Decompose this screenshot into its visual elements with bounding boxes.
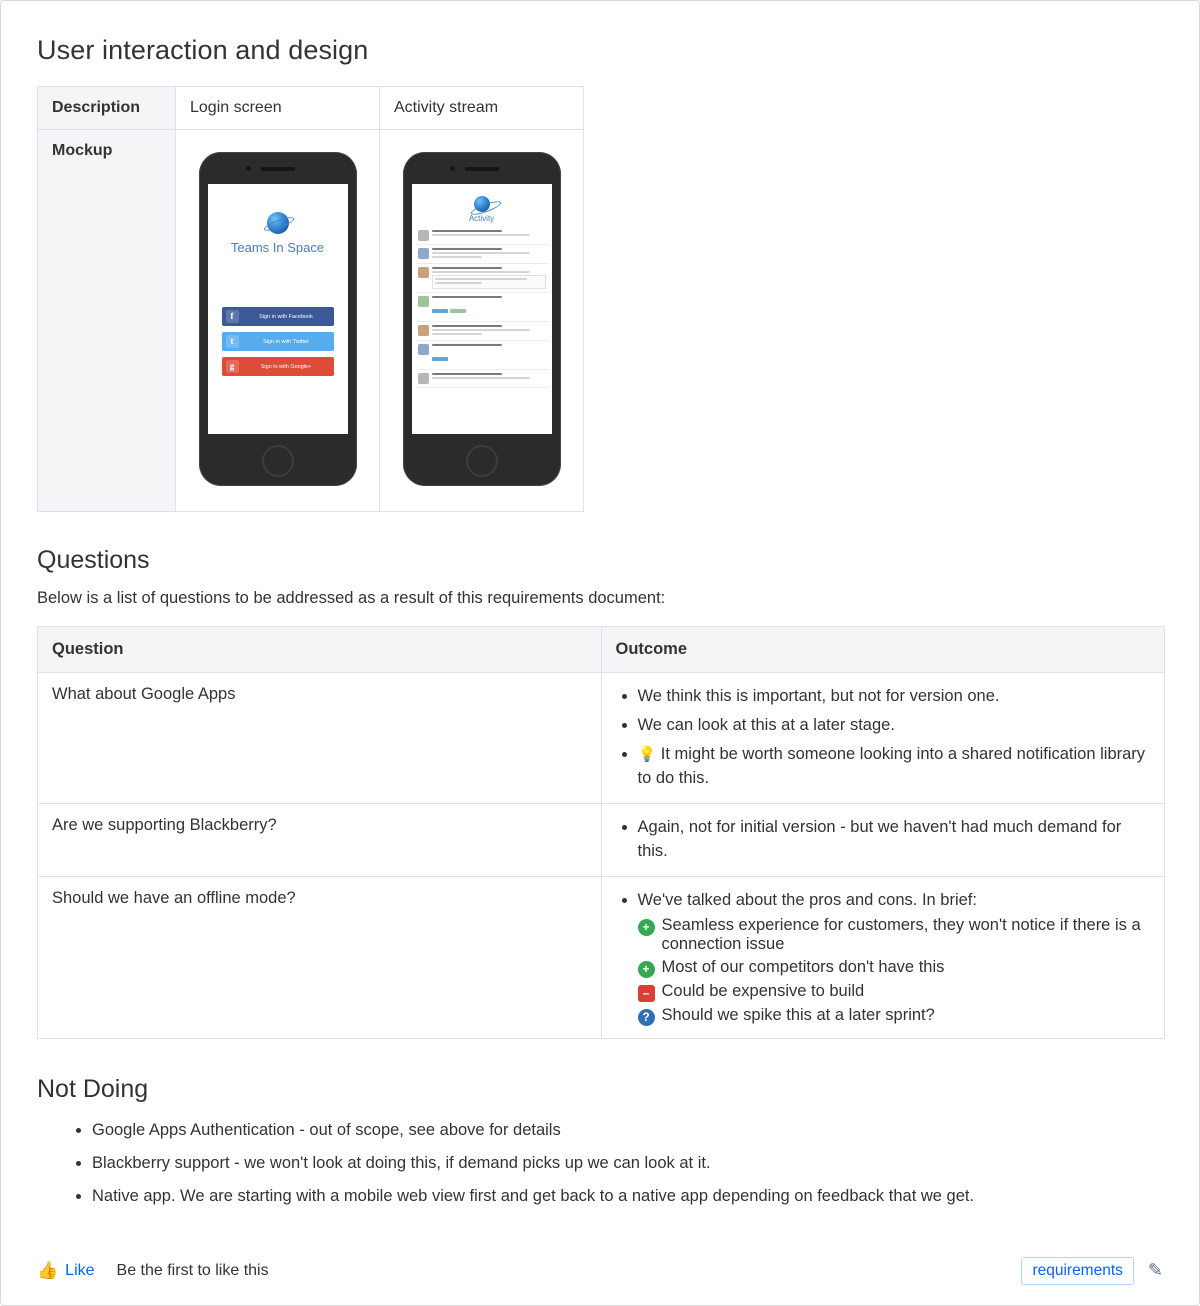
- plus-badge-icon: +: [638, 961, 655, 978]
- table-row: [38, 673, 1165, 804]
- not-doing-list: [37, 1118, 1163, 1208]
- list-item: [416, 245, 548, 264]
- list-item: [416, 293, 548, 322]
- column-header-login-screen: Login screen: [176, 87, 380, 130]
- avatar: [418, 248, 429, 259]
- table-header-row: [38, 627, 1165, 673]
- open-question-item: [638, 1006, 1151, 1026]
- list-item: [416, 322, 548, 341]
- pro-item: [638, 916, 1151, 954]
- questions-intro: Below is a list of questions to be addressed as a result of this requirements document:: [37, 589, 666, 607]
- teams-in-space-logo-icon: [267, 212, 289, 234]
- outcome-item: • We've talked about the pros and cons. In brief:: [638, 889, 1151, 913]
- column-header-outcome: Outcome: [601, 627, 1165, 673]
- facebook-icon: f: [226, 310, 239, 323]
- question-cell: Are we supporting Blackberry?: [38, 803, 602, 876]
- pencil-icon[interactable]: ✎: [1147, 1260, 1163, 1281]
- avatar: [418, 230, 429, 241]
- thumbs-up-icon: 👍: [37, 1260, 59, 1280]
- con-item: [638, 982, 1151, 1002]
- activity-feed-list: [412, 223, 552, 388]
- brand-name: Teams In Space: [230, 240, 325, 255]
- plus-badge-icon: +: [638, 919, 655, 936]
- phone-frame-activity: [403, 152, 561, 486]
- list-item: [416, 341, 548, 370]
- list-item: • Google Apps Authentication - out of scope, see above for details: [92, 1118, 1163, 1143]
- twitter-icon: t: [226, 335, 239, 348]
- twitter-signin-label: Sign in with Twitter: [263, 338, 309, 345]
- question-cell: Should we have an offline mode?: [38, 876, 602, 1039]
- not-doing-heading: Not Doing: [37, 1075, 149, 1104]
- outcome-cell: [601, 673, 1165, 804]
- google-plus-signin-label: Sign in with Google+: [260, 363, 312, 370]
- pro-text: Most of our competitors don't have this: [661, 958, 945, 977]
- activity-stream-mockup-cell: [380, 130, 584, 512]
- like-status-text: Be the first to like this: [116, 1261, 269, 1279]
- facebook-signin-button[interactable]: [222, 307, 334, 326]
- activity-header: [412, 184, 552, 223]
- camera-icon: [450, 166, 455, 171]
- table-row: [38, 130, 584, 512]
- activity-title: Activity: [468, 214, 495, 223]
- avatar: [418, 325, 429, 336]
- questions-table: [37, 626, 1165, 1039]
- outcome-item: [638, 743, 1151, 791]
- google-plus-signin-button[interactable]: [222, 357, 334, 376]
- con-text: Could be expensive to build: [661, 982, 865, 1001]
- login-screen-mockup-cell: [176, 130, 380, 512]
- avatar: [418, 373, 429, 384]
- outcome-text: It might be worth someone looking into a shared notification library to do this.: [637, 744, 1146, 787]
- like-label: Like: [65, 1261, 95, 1279]
- phone-screen-activity: [412, 184, 552, 434]
- footer-actions: [1021, 1257, 1163, 1285]
- table-row: [38, 876, 1165, 1039]
- page-footer: [37, 1243, 1163, 1305]
- question-cell: What about Google Apps: [38, 673, 602, 804]
- speaker-grill: [465, 167, 499, 171]
- list-item: • Blackberry support - we won't look at doing this, if demand picks up we can look at it.: [92, 1151, 1163, 1176]
- outcome-cell: [601, 803, 1165, 876]
- phone-screen-login: [208, 184, 348, 434]
- camera-icon: [246, 166, 251, 171]
- page-title: User interaction and design: [37, 35, 369, 65]
- pro-text: Seamless experience for customers, they won't notice if there is a connection issue: [661, 916, 1141, 954]
- row-label-description: Description: [38, 87, 176, 130]
- speaker-grill: [261, 167, 295, 171]
- lightbulb-icon: 💡: [637, 745, 657, 763]
- facebook-signin-label: Sign in with Facebook: [259, 313, 313, 320]
- outcome-cell: [601, 876, 1165, 1039]
- list-item: [416, 227, 548, 245]
- table-row: [38, 87, 584, 130]
- list-item: [416, 370, 548, 388]
- column-header-activity-stream: Activity stream: [380, 87, 584, 130]
- design-mockup-table: [37, 86, 584, 512]
- home-button: [262, 445, 294, 477]
- list-item: • Native app. We are starting with a mobile web view first and get back to a native app depending on feedback that we get.: [92, 1184, 1163, 1209]
- column-header-question: Question: [38, 627, 602, 673]
- phone-frame-login: [199, 152, 357, 486]
- avatar: [418, 267, 429, 278]
- question-badge-icon: ?: [638, 1009, 655, 1026]
- social-signin-group: [208, 307, 348, 376]
- minus-badge-icon: –: [638, 985, 655, 1002]
- avatar: [418, 296, 429, 307]
- list-item: [416, 264, 548, 293]
- questions-heading: Questions: [37, 546, 150, 574]
- twitter-signin-button[interactable]: [222, 332, 334, 351]
- label-tag-requirements[interactable]: requirements: [1021, 1257, 1133, 1285]
- teams-in-space-logo-icon: [474, 196, 490, 212]
- pro-item: [638, 958, 1151, 978]
- table-row: [38, 803, 1165, 876]
- like-button[interactable]: [37, 1261, 95, 1281]
- row-label-mockup: Mockup: [38, 130, 176, 512]
- outcome-item: • Again, not for initial version - but we haven't had much demand for this.: [638, 816, 1151, 864]
- google-plus-icon: g: [226, 360, 239, 373]
- outcome-item: • We think this is important, but not for version one.: [638, 685, 1151, 709]
- home-button: [466, 445, 498, 477]
- avatar: [418, 344, 429, 355]
- open-question-text: Should we spike this at a later sprint?: [661, 1006, 935, 1025]
- outcome-item: • We can look at this at a later stage.: [638, 714, 1151, 738]
